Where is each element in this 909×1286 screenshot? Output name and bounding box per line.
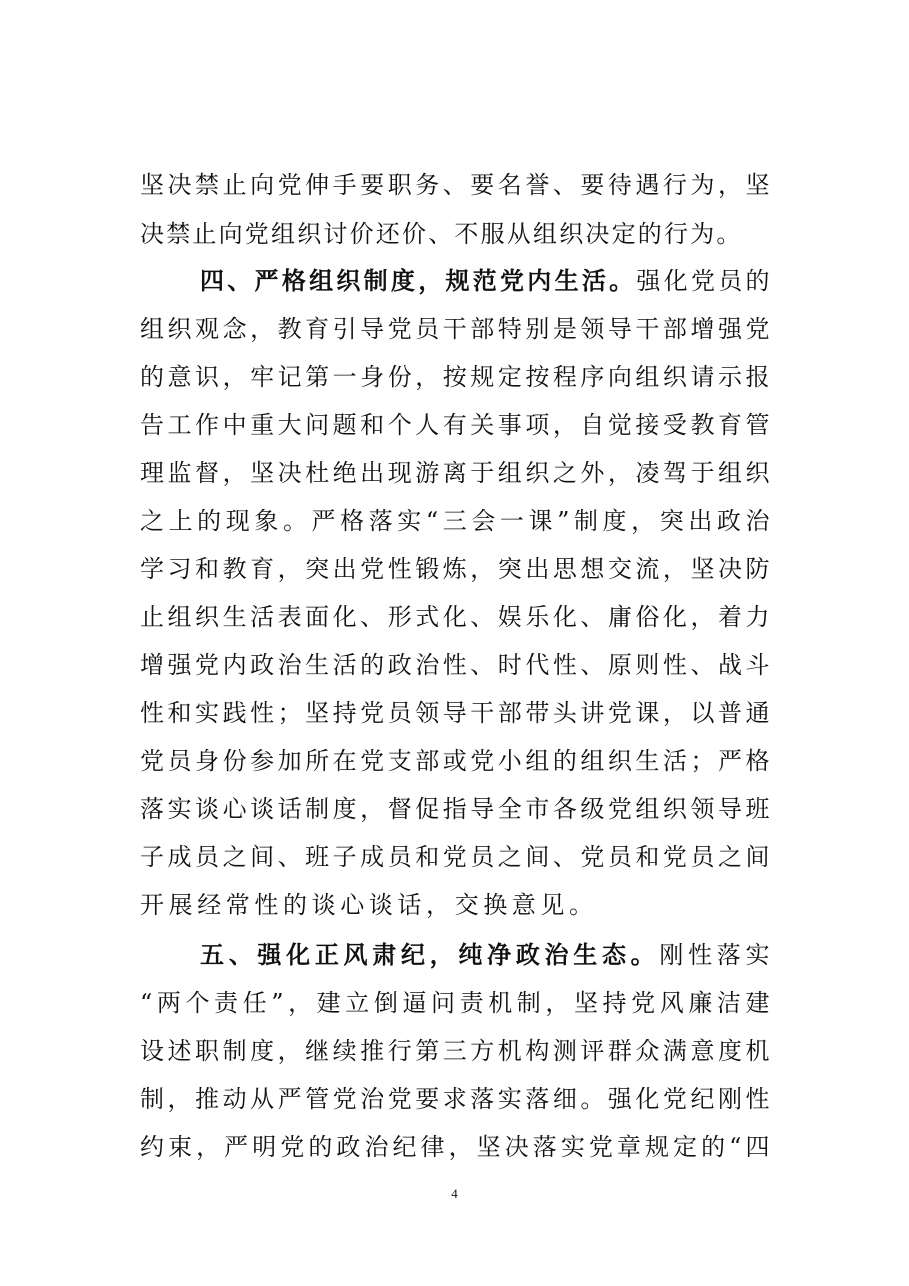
heading-line-body: 刚性落实 — [659, 941, 771, 969]
text-line-content: 性和实践性；坚持党员领导干部带头讲党课，以普通 — [140, 699, 770, 727]
text-line-content: 组织观念，教育引导党员干部特别是领导干部增强党 — [140, 315, 770, 343]
section-heading: 五、强化正风肃纪，纯净政治生态。 — [200, 940, 660, 969]
page-number: 4 — [451, 1186, 458, 1201]
text-line-content: 之上的现象。严格落实“三会一课”制度，突出政治 — [140, 507, 770, 535]
section-heading: 四、严格组织制度，规范党内生活。 — [200, 266, 637, 295]
text-line-content: “两个责任”，建立倒逼问责机制，坚持党风廉洁建 — [140, 989, 770, 1017]
text-line — [0, 1028, 909, 1074]
section-heading-line — [0, 932, 909, 978]
text-line — [0, 980, 909, 1026]
text-line-content: 决禁止向党组织讨价还价、不服从组织决定的行为。 — [140, 220, 743, 248]
text-line-content: 党员身份参加所在党支部或党小组的组织生活；严格 — [140, 747, 770, 775]
text-line-content: 理监督，坚决杜绝出现游离于组织之外，凌驾于组织 — [140, 459, 770, 487]
text-line-content: 坚决禁止向党伸手要职务、要名誉、要待遇行为，坚 — [140, 171, 770, 199]
text-line-content: 增强党内政治生活的政治性、时代性、原则性、战斗 — [140, 651, 770, 679]
text-line — [0, 306, 909, 352]
text-line — [0, 402, 909, 448]
text-line — [0, 498, 909, 544]
text-line — [0, 1124, 909, 1170]
text-line — [0, 882, 909, 928]
text-line — [0, 690, 909, 736]
text-line — [0, 546, 909, 592]
text-line — [0, 594, 909, 640]
text-line — [0, 1076, 909, 1122]
text-line-content: 的意识，牢记第一身份，按规定按程序向组织请示报 — [140, 363, 770, 391]
section-heading-line — [0, 258, 909, 304]
text-line — [0, 738, 909, 784]
text-line-content: 约束，严明党的政治纪律，坚决落实党章规定的“四 — [140, 1133, 770, 1161]
text-line-content: 告工作中重大问题和个人有关事项，自觉接受教育管 — [140, 411, 770, 439]
text-line — [0, 354, 909, 400]
text-line-content: 止组织生活表面化、形式化、娱乐化、庸俗化，着力 — [140, 603, 770, 631]
text-line-content: 子成员之间、班子成员和党员之间、党员和党员之间 — [140, 843, 770, 871]
heading-line-body: 强化党员的 — [636, 267, 771, 295]
text-line-content: 学习和教育，突出党性锻炼，突出思想交流，坚决防 — [140, 555, 770, 583]
text-line-content: 制，推动从严管党治党要求落实落细。强化党纪刚性 — [140, 1085, 770, 1113]
section-heading-line-content — [200, 258, 770, 304]
text-line-content: 开展经常性的谈心谈话，交换意见。 — [140, 891, 598, 919]
text-line — [0, 450, 909, 496]
text-line — [0, 786, 909, 832]
text-line — [0, 642, 909, 688]
text-line-content: 设述职制度，继续推行第三方机构测评群众满意度机 — [140, 1037, 770, 1065]
text-line — [0, 834, 909, 880]
text-line-content: 落实谈心谈话制度，督促指导全市各级党组织领导班 — [140, 795, 770, 823]
text-line — [0, 211, 909, 257]
text-line — [0, 162, 909, 208]
section-heading-line-content — [200, 932, 770, 978]
